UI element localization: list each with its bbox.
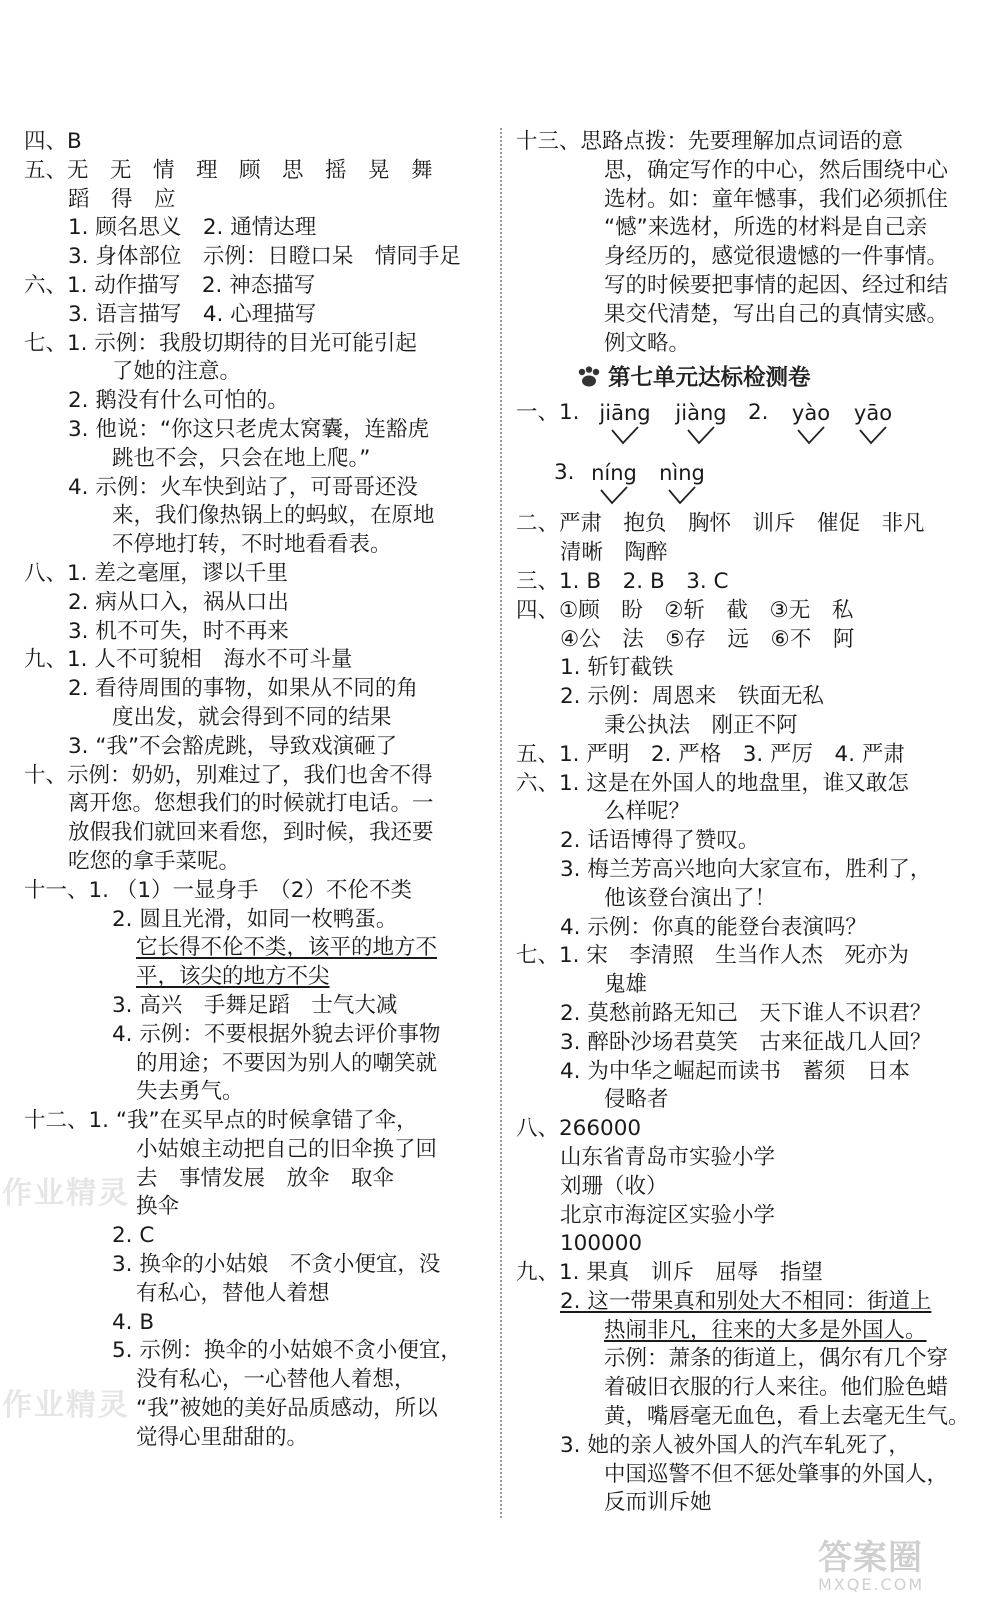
answer-line: 身经历的，感觉很遗憾的一件事情。: [604, 244, 949, 270]
answer-line: 十、示例：奶奶，别难过了，我们也舍不得: [24, 762, 433, 788]
answer-line: 放假我们就回来看您，到时候，我还要: [68, 820, 434, 846]
answer-line: 九、1. 果真 训斥 屈辱 指望: [516, 1260, 823, 1286]
answer-line: 十三、思路点拨：先要理解加点词语的意: [516, 129, 904, 154]
answer-line: 2. 这一带果真和别处大不相同：街道上: [560, 1288, 932, 1314]
answer-block-13: [516, 128, 976, 358]
answer-line: 十二、1. “我”在买早点的时候拿错了伞，: [24, 1108, 418, 1134]
answer-line: 2. C: [112, 1223, 155, 1249]
answer-line: 五、无 无 情 理 顾 思 摇 晃 舞: [24, 157, 433, 183]
checkmark-icon: [796, 426, 826, 446]
answer-line: 的用途；不要因为别人的嘲笑就: [136, 1050, 438, 1076]
checkmark-icon: [686, 426, 716, 446]
section-heading: [576, 358, 976, 398]
answer-line: 2. 圆且光滑，如同一枚鸭蛋。: [112, 906, 398, 932]
answer-line: 北京市海淀区实验小学: [560, 1202, 776, 1228]
answer-line: 二、严肃 抱负 胸怀 训斥 催促 非凡: [516, 511, 925, 537]
answer-line: 了她的注意。: [112, 359, 242, 385]
answer-line: 七、1. 宋 李清照 生当作人杰 死亦为: [516, 943, 909, 969]
answer-line: 侵略者: [604, 1087, 669, 1113]
brand-logo-url: MXQE.COM: [818, 1575, 925, 1594]
paw-icon: [576, 366, 602, 388]
answer-line: 中国巡警不但不惩处肇事的外国人，: [604, 1461, 949, 1487]
checkmark-icon: [599, 486, 629, 506]
pinyin-label: 2.: [748, 400, 769, 426]
answer-line: 来，我们像热锅上的蚂蚁，在原地: [112, 503, 435, 529]
answer-line: 100000: [560, 1231, 643, 1257]
answer-line: 五、1. 严明 2. 严格 3. 严厉 4. 严肃: [516, 741, 905, 767]
answer-line: 换伞: [136, 1194, 180, 1220]
answer-line: 3. 机不可失，时不再来: [68, 618, 289, 644]
watermark-text: 作业精灵: [2, 1176, 130, 1211]
answer-line: 失去勇气。: [136, 1079, 244, 1105]
answer-line: 三、1. B 2. B 3. C: [516, 568, 729, 594]
answer-line: 去 事情发展 放伞 取伞: [136, 1165, 395, 1191]
answer-line: 刘珊（收）: [560, 1173, 668, 1199]
answer-line: 热闹非凡，往来的大多是外国人。: [604, 1317, 927, 1343]
answer-block-unit7: [516, 510, 976, 1518]
answer-line: 2. 示例：周恩来 铁面无私: [560, 684, 824, 710]
answer-line: 4. 示例：不要根据外貌去评价事物: [112, 1021, 441, 1047]
answer-line: 2. 看待周围的事物，如果从不同的角: [68, 676, 418, 702]
pinyin-row-1: [516, 398, 976, 458]
answer-line: 平，该尖的地方不尖: [136, 964, 330, 990]
brand-logo-text: 答案圈: [818, 1538, 923, 1578]
answer-line: 有私心，替他人着想: [136, 1280, 330, 1306]
answer-line: 六、1. 动作描写 2. 神态描写: [24, 272, 316, 298]
answer-line: 写的时候要把事情的起因、经过和结: [604, 272, 949, 298]
pinyin-item: níng: [582, 460, 646, 506]
answer-line: 四、B: [24, 129, 82, 154]
answer-line: 着破旧衣服的行人来往。他们脸色蜡: [604, 1375, 949, 1401]
answer-line: 跳也不会，只会在地上爬。”: [112, 445, 371, 471]
answer-line: 果交代清楚，写出自己的真情实感。: [604, 301, 949, 327]
answer-line: 1. 顾名思义 2. 通情达理: [68, 215, 317, 241]
answer-line: 3. 他说：“你这只老虎太窝囊，连豁虎: [68, 416, 429, 442]
pinyin-item: nìng: [650, 460, 714, 506]
answer-line: 思，确定写作的中心，然后围绕中心: [604, 157, 949, 183]
answer-line: 六、1. 这是在外国人的地盘里，谁又敢怎: [516, 770, 909, 796]
answer-line: 清晰 陶醉: [560, 540, 668, 566]
answer-line: 5. 示例：换伞的小姑娘不贪小便宜，: [112, 1338, 462, 1364]
pinyin-label: 一、1.: [516, 400, 580, 426]
brand-logo: [818, 1530, 988, 1594]
answer-line: 八、266000: [516, 1116, 642, 1142]
answer-line: ④公 法 ⑤存 远 ⑥不 阿: [560, 626, 855, 652]
answer-line: 反而训斥她: [604, 1490, 712, 1516]
answer-line: 秉公执法 刚正不阿: [604, 712, 798, 738]
answer-line: 小姑娘主动把自己的旧伞换了回: [136, 1136, 438, 1162]
answer-line: 度出发，就会得到不同的结果: [112, 704, 392, 730]
answer-line: 2. 莫愁前路无知己 天下谁人不识君？: [560, 1000, 932, 1026]
pinyin-item: jiāng: [590, 400, 660, 446]
answer-line: 2. 鹅没有什么可怕的。: [68, 388, 289, 414]
left-column: [24, 128, 488, 1453]
section-heading-text: 第七单元达标检测卷: [608, 365, 811, 392]
answer-line: 4. 示例：你真的能登台表演吗？: [560, 914, 867, 940]
answer-line: 它长得不伦不类，该平的地方不: [136, 935, 438, 961]
answer-line: 4. 示例：火车快到站了，可哥哥还没: [68, 474, 418, 500]
answer-line: 四、①顾 盼 ②斩 截 ③无 私: [516, 597, 854, 623]
answer-line: 4. 为中华之崛起而读书 蓄须 日本: [560, 1058, 910, 1084]
answer-line: “我”被她的美好品质感动，所以: [136, 1396, 438, 1422]
pinyin-item: yào: [784, 400, 838, 446]
pinyin-row-2: [516, 458, 976, 510]
answer-line: 没有私心，一心替他人着想，: [136, 1367, 416, 1393]
answer-line: 选材。如：童年憾事，我们必须抓住: [604, 186, 949, 212]
answer-line: 九、1. 人不可貌相 海水不可斗量: [24, 647, 353, 673]
answer-line: 八、1. 差之毫厘，谬以千里: [24, 560, 288, 586]
right-column: [516, 128, 976, 1518]
checkmark-icon: [858, 426, 888, 446]
answer-line: 不停地打转，不时地看看表。: [112, 532, 392, 558]
answer-line: 3. 她的亲人被外国人的汽车轧死了，: [560, 1432, 910, 1458]
answer-line: 黄，嘴唇毫无血色，看上去毫无生气。: [604, 1404, 970, 1430]
column-divider: [500, 128, 502, 1518]
answer-line: 觉得心里甜甜的。: [136, 1424, 309, 1450]
answer-line: “憾”来选材，所选的材料是自己亲: [604, 215, 928, 241]
watermark-text: 作业精灵: [2, 1388, 130, 1423]
answer-line: 鬼雄: [604, 972, 648, 998]
answer-line: 2. 病从口入，祸从口出: [68, 589, 289, 615]
answer-line: 3. 高兴 手舞足蹈 士气大减: [112, 992, 398, 1018]
answer-line: 3. 身体部位 示例：日瞪口呆 情同手足: [68, 244, 461, 270]
checkmark-icon: [667, 486, 697, 506]
answer-line: 蹈 得 应: [68, 186, 176, 212]
answer-line: 示例：萧条的街道上，偶尔有几个穿: [604, 1346, 949, 1372]
answer-line: 3. 语言描写 4. 心理描写: [68, 301, 317, 327]
answer-line: 3. 梅兰芳高兴地向大家宣布，胜利了，: [560, 856, 932, 882]
pinyin-label: 3.: [554, 460, 575, 486]
answer-line: 他该登台演出了！: [604, 885, 777, 911]
answer-line: 十一、1. （1）一显身手 （2）不伦不类: [24, 877, 412, 903]
answer-line: 3. “我”不会豁虎跳，导致戏演砸了: [68, 733, 398, 759]
answer-line: 七、1. 示例：我殷切期待的目光可能引起: [24, 330, 417, 356]
answer-line: 3. 换伞的小姑娘 不贪小便宜，没: [112, 1252, 441, 1278]
pinyin-item: jiàng: [666, 400, 736, 446]
answer-line: 3. 醉卧沙场君莫笑 古来征战几人回？: [560, 1029, 932, 1055]
checkmark-icon: [610, 426, 640, 446]
answer-line: 山东省青岛市实验小学: [560, 1144, 776, 1170]
answer-line: 么样呢？: [604, 799, 691, 825]
pinyin-item: yāo: [846, 400, 900, 446]
answer-line: 吃您的拿手菜呢。: [68, 848, 241, 874]
answer-line: 2. 话语博得了赞叹。: [560, 828, 760, 854]
answer-line: 例文略。: [604, 330, 691, 356]
answer-line: 1. 斩钉截铁: [560, 655, 674, 681]
answer-line: 4. B: [112, 1309, 155, 1335]
answer-line: 离开您。您想我们的时候就打电话。一: [68, 791, 434, 817]
